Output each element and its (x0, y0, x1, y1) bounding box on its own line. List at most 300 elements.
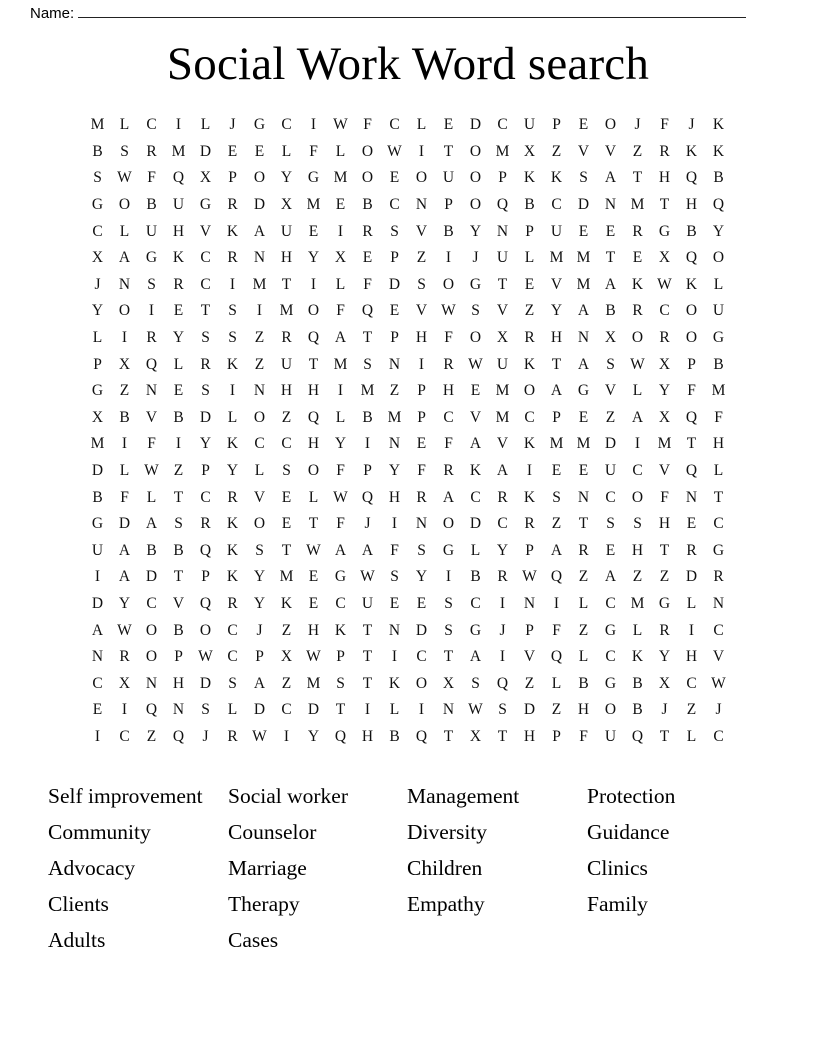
grid-cell[interactable]: S (471, 302, 480, 320)
grid-cell[interactable]: A (91, 621, 104, 639)
grid-cell[interactable]: N (118, 275, 131, 293)
grid-cell[interactable]: K (712, 142, 725, 160)
grid-cell[interactable]: E (227, 142, 238, 160)
grid-cell[interactable]: Z (281, 408, 292, 426)
grid-cell[interactable]: S (201, 382, 210, 400)
grid-cell[interactable]: X (442, 674, 455, 692)
grid-cell[interactable]: H (712, 435, 725, 453)
grid-cell[interactable]: H (631, 541, 644, 559)
grid-cell[interactable]: M (495, 382, 510, 400)
grid-cell[interactable]: C (524, 408, 535, 426)
grid-cell[interactable]: Z (389, 382, 400, 400)
grid-cell[interactable]: I (445, 568, 452, 586)
grid-cell[interactable]: T (659, 727, 670, 745)
grid-cell[interactable]: I (121, 701, 128, 719)
grid-cell[interactable]: H (388, 488, 401, 506)
grid-cell[interactable]: L (335, 275, 346, 293)
grid-cell[interactable]: I (283, 727, 290, 745)
grid-cell[interactable]: I (391, 648, 398, 666)
grid-cell[interactable]: S (282, 462, 291, 480)
grid-cell[interactable]: Q (496, 196, 509, 214)
grid-cell[interactable]: D (685, 568, 698, 586)
grid-cell[interactable]: O (253, 169, 266, 187)
grid-cell[interactable]: Y (469, 222, 482, 240)
grid-cell[interactable]: C (443, 408, 454, 426)
grid-cell[interactable]: K (172, 249, 185, 267)
grid-cell[interactable]: K (685, 275, 698, 293)
grid-cell[interactable]: Y (280, 169, 293, 187)
grid-cell[interactable]: E (578, 222, 589, 240)
grid-cell[interactable]: O (604, 116, 617, 134)
grid-cell[interactable]: Y (658, 382, 671, 400)
grid-cell[interactable]: V (658, 462, 671, 480)
grid-cell[interactable]: S (363, 355, 372, 373)
grid-cell[interactable]: L (551, 674, 562, 692)
grid-cell[interactable]: T (308, 515, 319, 533)
grid-cell[interactable]: Y (658, 648, 671, 666)
grid-cell[interactable]: K (523, 435, 536, 453)
grid-cell[interactable]: E (470, 382, 481, 400)
grid-cell[interactable]: Q (172, 169, 185, 187)
grid-cell[interactable]: K (226, 568, 239, 586)
word-list-item[interactable]: Children (407, 856, 483, 880)
grid-cell[interactable]: T (281, 541, 292, 559)
grid-cell[interactable]: Z (173, 462, 184, 480)
grid-cell[interactable]: J (688, 116, 695, 134)
grid-cell[interactable]: W (198, 648, 213, 666)
grid-cell[interactable]: E (92, 701, 103, 719)
grid-cell[interactable]: Z (578, 568, 589, 586)
grid-cell[interactable]: N (388, 435, 401, 453)
grid-cell[interactable]: F (363, 275, 372, 293)
grid-cell[interactable]: B (362, 196, 373, 214)
grid-cell[interactable]: O (118, 196, 131, 214)
grid-cell[interactable]: K (334, 621, 347, 639)
grid-cell[interactable]: E (416, 435, 427, 453)
grid-cell[interactable]: D (469, 515, 482, 533)
grid-cell[interactable]: S (606, 355, 615, 373)
grid-cell[interactable]: L (686, 594, 697, 612)
grid-cell[interactable]: G (469, 275, 482, 293)
word-list-item[interactable]: Self improvement (48, 784, 203, 808)
word-list-item[interactable]: Clinics (587, 856, 648, 880)
grid-cell[interactable]: A (631, 408, 644, 426)
grid-cell[interactable]: M (549, 249, 564, 267)
grid-cell[interactable]: B (146, 541, 157, 559)
grid-cell[interactable]: K (226, 541, 239, 559)
grid-cell[interactable]: N (91, 648, 104, 666)
grid-cell[interactable]: Q (631, 727, 644, 745)
grid-cell[interactable]: A (550, 541, 563, 559)
grid-cell[interactable]: Q (685, 462, 698, 480)
grid-cell[interactable]: S (390, 222, 399, 240)
grid-cell[interactable]: N (712, 594, 725, 612)
grid-cell[interactable]: N (685, 488, 698, 506)
grid-cell[interactable]: H (172, 222, 185, 240)
grid-cell[interactable]: J (256, 621, 263, 639)
word-list-item[interactable]: Empathy (407, 892, 485, 916)
grid-cell[interactable]: W (711, 674, 726, 692)
grid-cell[interactable]: B (362, 408, 373, 426)
grid-cell[interactable]: V (172, 594, 185, 612)
word-list-item[interactable]: Advocacy (48, 856, 136, 880)
grid-cell[interactable]: R (362, 222, 373, 240)
name-input-line[interactable] (78, 2, 746, 18)
grid-cell[interactable]: E (605, 222, 616, 240)
grid-cell[interactable]: F (444, 435, 453, 453)
grid-cell[interactable]: I (229, 382, 236, 400)
grid-cell[interactable]: E (551, 462, 562, 480)
grid-cell[interactable]: H (307, 435, 320, 453)
grid-cell[interactable]: G (712, 541, 725, 559)
grid-cell[interactable]: Y (253, 594, 266, 612)
grid-cell[interactable]: P (417, 382, 426, 400)
grid-cell[interactable]: T (497, 727, 508, 745)
grid-cell[interactable]: B (578, 674, 589, 692)
grid-cell[interactable]: X (469, 727, 482, 745)
grid-cell[interactable]: H (523, 727, 536, 745)
grid-cell[interactable]: Z (551, 142, 562, 160)
grid-cell[interactable]: I (418, 355, 425, 373)
grid-cell[interactable]: B (605, 302, 616, 320)
grid-cell[interactable]: S (633, 515, 642, 533)
grid-cell[interactable]: S (552, 488, 561, 506)
grid-cell[interactable]: K (523, 169, 536, 187)
grid-cell[interactable]: W (144, 462, 159, 480)
grid-cell[interactable]: T (200, 302, 211, 320)
grid-cell[interactable]: B (92, 488, 103, 506)
grid-cell[interactable]: O (307, 462, 320, 480)
grid-cell[interactable]: Q (496, 674, 509, 692)
grid-cell[interactable]: L (227, 408, 238, 426)
grid-cell[interactable]: L (470, 541, 481, 559)
grid-cell[interactable]: F (390, 541, 399, 559)
grid-cell[interactable]: N (577, 488, 590, 506)
grid-cell[interactable]: F (336, 302, 345, 320)
grid-cell[interactable]: E (308, 568, 319, 586)
grid-cell[interactable]: I (337, 382, 344, 400)
grid-cell[interactable]: I (526, 462, 533, 480)
grid-cell[interactable]: B (173, 541, 184, 559)
grid-cell[interactable]: H (577, 701, 590, 719)
grid-cell[interactable]: A (577, 355, 590, 373)
grid-cell[interactable]: E (281, 488, 292, 506)
grid-cell[interactable]: U (172, 196, 185, 214)
grid-cell[interactable]: T (632, 169, 643, 187)
grid-cell[interactable]: F (660, 488, 669, 506)
grid-cell[interactable]: K (523, 355, 536, 373)
grid-cell[interactable]: Y (415, 568, 428, 586)
grid-cell[interactable]: I (499, 648, 506, 666)
word-search-grid[interactable] (84, 112, 732, 750)
grid-cell[interactable]: Q (685, 408, 698, 426)
grid-cell[interactable]: G (469, 621, 482, 639)
grid-cell[interactable]: R (713, 568, 724, 586)
grid-cell[interactable]: A (604, 568, 617, 586)
grid-cell[interactable]: Z (686, 701, 697, 719)
grid-cell[interactable]: W (306, 648, 321, 666)
grid-cell[interactable]: P (525, 222, 534, 240)
grid-cell[interactable]: T (443, 727, 454, 745)
grid-cell[interactable]: L (227, 701, 238, 719)
grid-cell[interactable]: D (253, 701, 266, 719)
grid-cell[interactable]: Z (119, 382, 130, 400)
grid-cell[interactable]: F (336, 462, 345, 480)
grid-cell[interactable]: T (173, 488, 184, 506)
grid-cell[interactable]: S (120, 142, 129, 160)
grid-cell[interactable]: D (145, 568, 158, 586)
grid-cell[interactable]: O (631, 488, 644, 506)
grid-cell[interactable]: A (253, 222, 266, 240)
grid-cell[interactable]: A (442, 488, 455, 506)
grid-cell[interactable]: X (658, 408, 671, 426)
grid-cell[interactable]: P (228, 169, 237, 187)
grid-cell[interactable]: L (713, 275, 724, 293)
grid-cell[interactable]: A (577, 302, 590, 320)
grid-cell[interactable]: C (416, 648, 427, 666)
grid-cell[interactable]: T (443, 648, 454, 666)
grid-cell[interactable]: W (333, 488, 348, 506)
grid-cell[interactable]: N (415, 196, 428, 214)
grid-cell[interactable]: L (524, 249, 535, 267)
grid-cell[interactable]: Z (281, 621, 292, 639)
grid-cell[interactable]: T (362, 648, 373, 666)
grid-cell[interactable]: P (687, 355, 696, 373)
grid-cell[interactable]: I (94, 727, 101, 745)
grid-cell[interactable]: E (578, 462, 589, 480)
grid-cell[interactable]: E (173, 302, 184, 320)
grid-cell[interactable]: W (360, 568, 375, 586)
grid-cell[interactable]: E (578, 408, 589, 426)
grid-cell[interactable]: O (415, 169, 428, 187)
grid-cell[interactable]: X (280, 648, 293, 666)
grid-cell[interactable]: U (145, 222, 158, 240)
grid-cell[interactable]: W (252, 727, 267, 745)
grid-cell[interactable]: Y (253, 568, 266, 586)
grid-cell[interactable]: Z (578, 621, 589, 639)
grid-cell[interactable]: O (253, 408, 266, 426)
grid-cell[interactable]: S (390, 568, 399, 586)
grid-cell[interactable]: Q (361, 302, 374, 320)
grid-cell[interactable]: V (496, 435, 509, 453)
grid-cell[interactable]: I (94, 568, 101, 586)
grid-cell[interactable]: S (201, 329, 210, 347)
grid-cell[interactable]: R (173, 275, 184, 293)
grid-cell[interactable]: C (713, 515, 724, 533)
grid-cell[interactable]: A (145, 515, 158, 533)
grid-cell[interactable]: M (576, 249, 591, 267)
grid-cell[interactable]: N (172, 701, 185, 719)
grid-cell[interactable]: U (91, 541, 104, 559)
grid-cell[interactable]: A (334, 541, 347, 559)
grid-cell[interactable]: R (632, 222, 643, 240)
grid-cell[interactable]: Y (388, 462, 401, 480)
grid-cell[interactable]: B (632, 674, 643, 692)
grid-cell[interactable]: I (121, 435, 128, 453)
grid-cell[interactable]: C (119, 727, 130, 745)
grid-cell[interactable]: M (576, 435, 591, 453)
grid-cell[interactable]: T (443, 142, 454, 160)
grid-cell[interactable]: U (604, 727, 617, 745)
grid-cell[interactable]: S (201, 701, 210, 719)
grid-cell[interactable]: M (90, 435, 105, 453)
grid-cell[interactable]: M (495, 408, 510, 426)
grid-cell[interactable]: I (499, 594, 506, 612)
grid-cell[interactable]: P (525, 541, 534, 559)
grid-cell[interactable]: C (146, 116, 157, 134)
grid-cell[interactable]: O (415, 674, 428, 692)
grid-cell[interactable]: P (552, 408, 561, 426)
grid-cell[interactable]: Z (281, 674, 292, 692)
grid-cell[interactable]: B (92, 142, 103, 160)
grid-cell[interactable]: Q (685, 169, 698, 187)
grid-cell[interactable]: H (172, 674, 185, 692)
grid-cell[interactable]: B (470, 568, 481, 586)
grid-cell[interactable]: V (415, 222, 428, 240)
grid-cell[interactable]: Y (307, 727, 320, 745)
grid-cell[interactable]: K (469, 462, 482, 480)
grid-cell[interactable]: Z (416, 249, 427, 267)
grid-cell[interactable]: G (199, 196, 212, 214)
grid-cell[interactable]: M (549, 435, 564, 453)
grid-cell[interactable]: R (227, 727, 238, 745)
grid-cell[interactable]: U (280, 355, 293, 373)
grid-cell[interactable]: C (227, 648, 238, 666)
grid-cell[interactable]: C (713, 621, 724, 639)
grid-cell[interactable]: Q (307, 408, 320, 426)
grid-cell[interactable]: C (713, 727, 724, 745)
grid-cell[interactable]: V (577, 142, 590, 160)
grid-cell[interactable]: S (444, 594, 453, 612)
grid-cell[interactable]: D (199, 674, 212, 692)
grid-cell[interactable]: H (550, 329, 563, 347)
grid-cell[interactable]: U (361, 594, 374, 612)
grid-cell[interactable]: M (630, 196, 645, 214)
grid-cell[interactable]: Z (524, 674, 535, 692)
grid-cell[interactable]: P (255, 648, 264, 666)
grid-cell[interactable]: U (712, 302, 725, 320)
grid-cell[interactable]: L (254, 462, 265, 480)
grid-cell[interactable]: H (658, 169, 671, 187)
grid-cell[interactable]: Z (605, 408, 616, 426)
grid-cell[interactable]: B (173, 621, 184, 639)
grid-cell[interactable]: O (685, 302, 698, 320)
grid-cell[interactable]: G (307, 169, 320, 187)
grid-cell[interactable]: N (523, 594, 536, 612)
grid-cell[interactable]: V (496, 302, 509, 320)
grid-cell[interactable]: Q (415, 727, 428, 745)
grid-cell[interactable]: A (604, 275, 617, 293)
grid-cell[interactable]: U (550, 222, 563, 240)
grid-cell[interactable]: I (175, 435, 182, 453)
grid-cell[interactable]: A (118, 568, 131, 586)
grid-cell[interactable]: G (91, 196, 104, 214)
grid-cell[interactable]: B (524, 196, 535, 214)
grid-cell[interactable]: X (199, 169, 212, 187)
grid-cell[interactable]: E (308, 594, 319, 612)
grid-cell[interactable]: H (307, 382, 320, 400)
grid-cell[interactable]: F (660, 116, 669, 134)
grid-cell[interactable]: Q (145, 355, 158, 373)
grid-cell[interactable]: V (199, 222, 212, 240)
grid-cell[interactable]: A (550, 382, 563, 400)
grid-cell[interactable]: R (227, 488, 238, 506)
grid-cell[interactable]: P (93, 355, 102, 373)
grid-cell[interactable]: N (442, 701, 455, 719)
grid-cell[interactable]: O (712, 249, 725, 267)
grid-cell[interactable]: V (712, 648, 725, 666)
grid-cell[interactable]: R (281, 329, 292, 347)
grid-cell[interactable]: E (389, 594, 400, 612)
grid-cell[interactable]: G (442, 541, 455, 559)
grid-cell[interactable]: V (415, 302, 428, 320)
grid-cell[interactable]: C (92, 674, 103, 692)
grid-cell[interactable]: E (173, 382, 184, 400)
grid-cell[interactable]: D (91, 462, 104, 480)
grid-cell[interactable]: M (90, 116, 105, 134)
grid-cell[interactable]: S (606, 515, 615, 533)
grid-cell[interactable]: N (145, 674, 158, 692)
grid-cell[interactable]: N (496, 222, 509, 240)
grid-cell[interactable]: H (442, 382, 455, 400)
grid-cell[interactable]: G (334, 568, 347, 586)
grid-cell[interactable]: T (308, 355, 319, 373)
grid-cell[interactable]: K (226, 222, 239, 240)
grid-cell[interactable]: C (254, 435, 265, 453)
grid-cell[interactable]: M (279, 568, 294, 586)
grid-cell[interactable]: X (658, 355, 671, 373)
grid-cell[interactable]: C (200, 249, 211, 267)
grid-cell[interactable]: M (657, 435, 672, 453)
grid-cell[interactable]: W (387, 142, 402, 160)
word-list-item[interactable]: Social worker (228, 784, 349, 808)
grid-cell[interactable]: I (364, 701, 371, 719)
grid-cell[interactable]: K (226, 515, 239, 533)
grid-cell[interactable]: O (604, 701, 617, 719)
grid-cell[interactable]: C (497, 515, 508, 533)
grid-cell[interactable]: T (497, 275, 508, 293)
word-list-item[interactable]: Adults (48, 928, 106, 952)
grid-cell[interactable]: B (173, 408, 184, 426)
grid-cell[interactable]: Y (226, 462, 239, 480)
word-list-item[interactable]: Cases (228, 928, 279, 952)
grid-cell[interactable]: L (335, 408, 346, 426)
grid-cell[interactable]: S (444, 621, 453, 639)
grid-cell[interactable]: J (472, 249, 479, 267)
grid-cell[interactable]: F (147, 169, 156, 187)
word-list-item[interactable]: Protection (587, 784, 676, 808)
word-list-item[interactable]: Diversity (407, 820, 488, 844)
grid-cell[interactable]: I (229, 275, 236, 293)
grid-cell[interactable]: O (685, 329, 698, 347)
grid-cell[interactable]: L (92, 329, 103, 347)
grid-cell[interactable]: G (658, 222, 671, 240)
grid-cell[interactable]: C (281, 116, 292, 134)
grid-cell[interactable]: I (148, 302, 155, 320)
grid-cell[interactable]: C (632, 462, 643, 480)
grid-cell[interactable]: J (661, 701, 668, 719)
grid-cell[interactable]: M (495, 142, 510, 160)
grid-cell[interactable]: R (119, 648, 130, 666)
grid-cell[interactable]: C (389, 196, 400, 214)
grid-cell[interactable]: T (551, 355, 562, 373)
grid-cell[interactable]: I (310, 275, 317, 293)
grid-cell[interactable]: Y (307, 249, 320, 267)
grid-cell[interactable]: D (199, 408, 212, 426)
grid-cell[interactable]: B (713, 355, 724, 373)
grid-cell[interactable]: J (202, 727, 209, 745)
grid-cell[interactable]: O (442, 515, 455, 533)
